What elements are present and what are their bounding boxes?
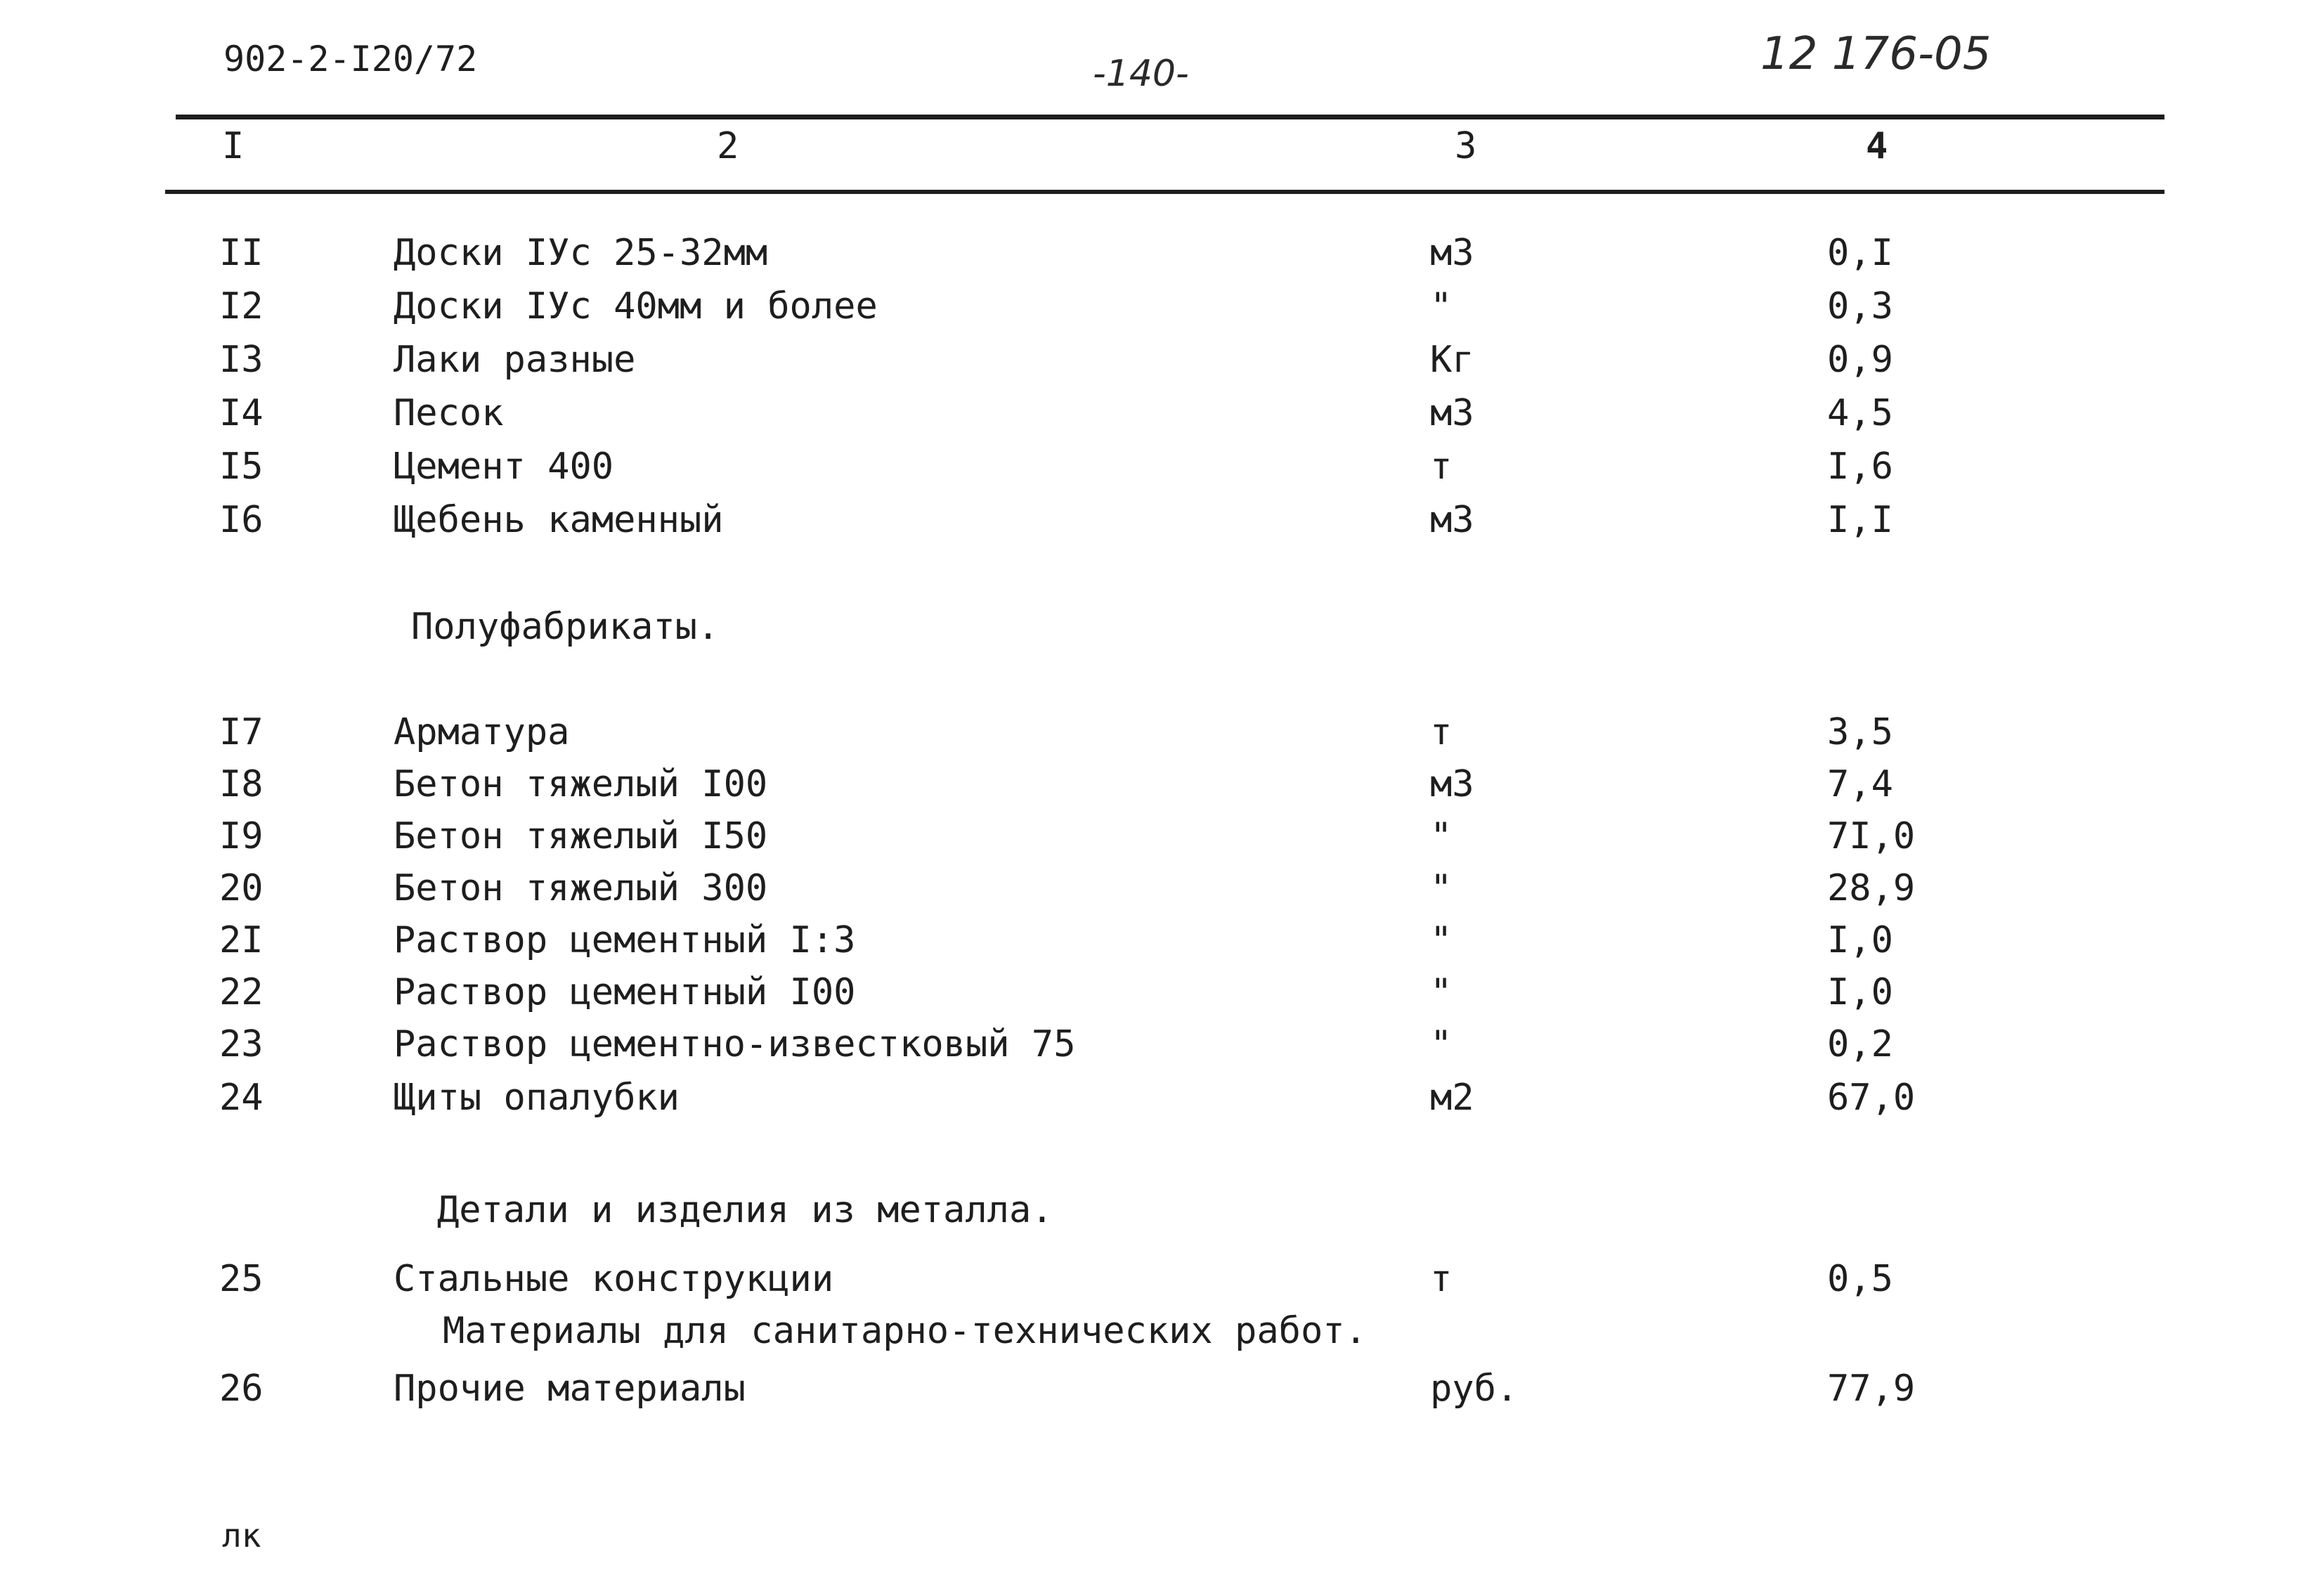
material-name: Бетон тяжелый I50 xyxy=(394,815,768,857)
column-header-1: I xyxy=(222,125,245,167)
unit: т xyxy=(1430,711,1453,753)
material-name: Доски IУс 25-32мм xyxy=(394,232,768,274)
unit: м3 xyxy=(1430,499,1474,541)
quantity: I,0 xyxy=(1827,971,1893,1013)
unit: м3 xyxy=(1430,763,1474,805)
quantity: 77,9 xyxy=(1827,1368,1916,1410)
table-row xyxy=(0,392,2324,441)
column-header-2: 2 xyxy=(717,125,739,167)
unit: " xyxy=(1430,867,1453,909)
row-number: 2I xyxy=(219,919,264,961)
material-name: Цемент 400 xyxy=(394,446,614,488)
unit: " xyxy=(1430,971,1453,1013)
material-name: Арматура xyxy=(394,711,570,753)
column-header-3: 3 xyxy=(1455,125,1477,167)
unit: руб. xyxy=(1430,1368,1519,1410)
column-header-4: 4 xyxy=(1866,125,1888,167)
row-number: I8 xyxy=(219,763,264,805)
unit: м3 xyxy=(1430,392,1474,434)
table-row xyxy=(0,815,2324,864)
quantity: 0,I xyxy=(1827,232,1893,274)
quantity: I,6 xyxy=(1827,446,1893,488)
row-number: I9 xyxy=(219,815,264,857)
material-name: Щебень каменный xyxy=(394,499,724,541)
table-row xyxy=(0,711,2324,760)
material-name: Щиты опалубки xyxy=(394,1077,680,1119)
row-number: I7 xyxy=(219,711,264,753)
table-row xyxy=(0,1258,2324,1307)
quantity: 3,5 xyxy=(1827,711,1893,753)
material-name: Стальные конструкции xyxy=(394,1258,834,1300)
table-row xyxy=(0,867,2324,916)
quantity: 67,0 xyxy=(1827,1077,1916,1119)
quantity: I,0 xyxy=(1827,919,1893,961)
material-name: Бетон тяжелый 300 xyxy=(394,867,768,909)
table-row xyxy=(0,763,2324,812)
row-number: 20 xyxy=(219,867,264,909)
row-number: 24 xyxy=(219,1077,264,1119)
material-name: Песок xyxy=(394,392,504,434)
document-code: 902-2-I20/72 xyxy=(223,39,478,79)
row-number: 26 xyxy=(219,1368,264,1410)
unit: м2 xyxy=(1430,1077,1474,1119)
quantity: 0,2 xyxy=(1827,1023,1893,1065)
table-header-rule xyxy=(165,190,2164,194)
table-row xyxy=(0,1077,2324,1126)
material-name: Раствор цементный I:3 xyxy=(394,919,856,961)
section-heading-sanitary: Материалы для санитарно-технических работ. xyxy=(443,1310,1367,1352)
section-heading-semi-finished: Полуфабрикаты. xyxy=(411,606,720,648)
row-number: I5 xyxy=(219,446,264,488)
section-heading-metal-parts: Детали и изделия из металла. xyxy=(437,1189,1053,1231)
row-number: I3 xyxy=(219,339,264,381)
quantity: 0,5 xyxy=(1827,1258,1893,1300)
material-name: Раствор цементно-известковый 75 xyxy=(394,1023,1076,1065)
row-number: 22 xyxy=(219,971,264,1013)
quantity: I,I xyxy=(1827,499,1893,541)
quantity: 4,5 xyxy=(1827,392,1893,434)
table-row xyxy=(0,232,2324,281)
table-row xyxy=(0,1023,2324,1072)
page-number: -140- xyxy=(1093,53,1189,95)
table-row xyxy=(0,919,2324,968)
unit: т xyxy=(1430,446,1453,488)
table-top-rule xyxy=(176,115,2164,119)
table-row xyxy=(0,339,2324,388)
row-number: 25 xyxy=(219,1258,264,1300)
unit: т xyxy=(1430,1258,1453,1300)
row-number: 23 xyxy=(219,1023,264,1065)
material-name: Раствор цементный I00 xyxy=(394,971,856,1013)
table-row xyxy=(0,971,2324,1020)
row-number: II xyxy=(219,232,264,274)
unit: " xyxy=(1430,1023,1453,1065)
unit: " xyxy=(1430,919,1453,961)
quantity: 7I,0 xyxy=(1827,815,1916,857)
archive-number: 12 176-05 xyxy=(1760,28,1992,80)
quantity: 0,3 xyxy=(1827,285,1893,327)
table-row xyxy=(0,446,2324,495)
material-name: Бетон тяжелый I00 xyxy=(394,763,768,805)
quantity: 7,4 xyxy=(1827,763,1893,805)
unit: Кг xyxy=(1430,339,1474,381)
material-name: Доски IУс 40мм и более xyxy=(394,285,878,327)
unit: м3 xyxy=(1430,232,1474,274)
row-number: I4 xyxy=(219,392,264,434)
table-row xyxy=(0,499,2324,548)
material-name: Прочие материалы xyxy=(394,1368,746,1410)
quantity: 0,9 xyxy=(1827,339,1893,381)
unit: " xyxy=(1430,815,1453,857)
table-row xyxy=(0,1368,2324,1417)
table-row xyxy=(0,285,2324,335)
row-number: I2 xyxy=(219,285,264,327)
quantity: 28,9 xyxy=(1827,867,1916,909)
row-number: I6 xyxy=(219,499,264,541)
unit: " xyxy=(1430,285,1453,327)
footer-mark: лк xyxy=(222,1517,261,1555)
material-name: Лаки разные xyxy=(394,339,636,381)
